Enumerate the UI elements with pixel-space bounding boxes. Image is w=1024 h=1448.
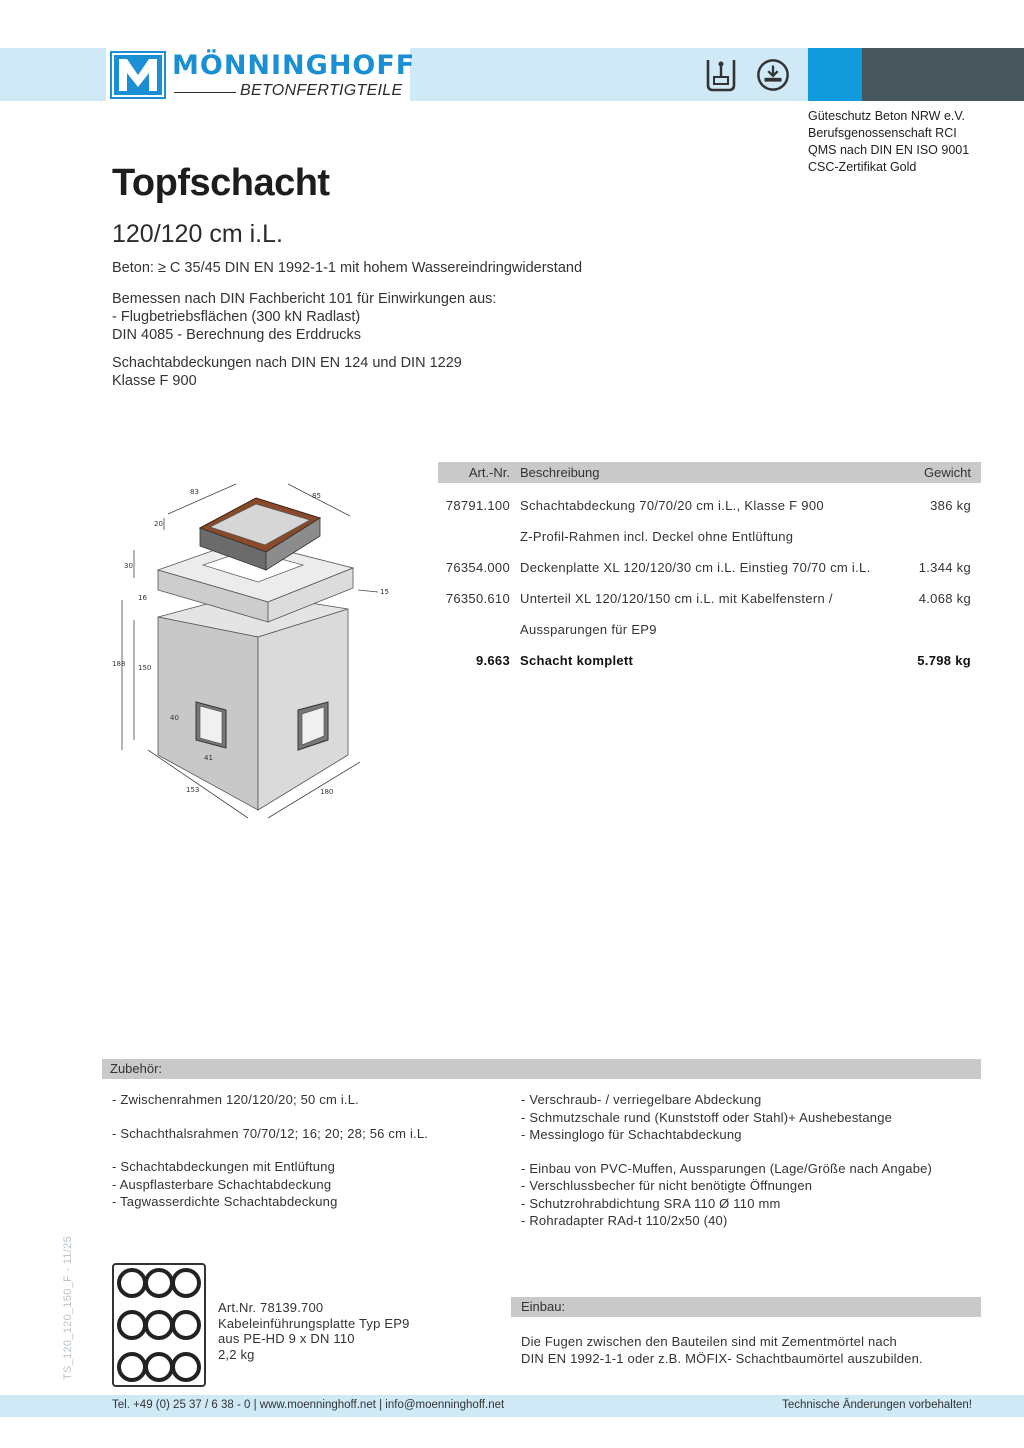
einbau-line: Die Fugen zwischen den Bauteilen sind mit Zementmörtel nach	[521, 1334, 897, 1349]
brand-logo-icon	[110, 51, 166, 99]
brand-subtitle: BETONFERTIGTEILE	[240, 82, 403, 99]
einbau-text	[521, 1333, 923, 1367]
einbau-header	[511, 1297, 981, 1317]
cell-art: 76354.000	[445, 560, 510, 575]
cell-desc: Schacht komplett	[520, 653, 634, 668]
gueteschutz-icon	[756, 57, 790, 93]
certification-item: Berufsgenossenschaft RCI	[808, 126, 957, 140]
abdeckung-line: Klasse F 900	[112, 373, 197, 389]
bemessen-line: Bemessen nach DIN Fachbericht 101 für Einwirkungen aus:	[112, 291, 497, 307]
plate-line: Art.Nr. 78139.700	[218, 1300, 324, 1315]
list-item: - Tagwasserdichte Schachtabdeckung	[112, 1194, 338, 1209]
page-title: Topfschacht	[112, 162, 330, 204]
dim-label: 30	[124, 562, 133, 570]
bemessen-line: - Flugbetriebsflächen (300 kN Radlast)	[112, 309, 361, 325]
table-total-row	[438, 653, 981, 673]
list-item: - Verschraub- / verriegelbare Abdeckung	[521, 1092, 762, 1107]
document-code: TS_120_120_150_F - 11/25	[62, 1236, 74, 1380]
table-row	[438, 498, 981, 518]
footer-note: Technische Änderungen vorbehalten!	[782, 1399, 972, 1411]
cell-weight: 5.798 kg	[917, 653, 971, 668]
table-row	[438, 591, 981, 611]
cell-weight: 386 kg	[930, 498, 971, 513]
dim-label: 20	[154, 520, 163, 528]
col-weight: Gewicht	[924, 465, 971, 480]
dim-label: 150	[138, 664, 152, 672]
dim-label: 85	[312, 492, 321, 500]
footer-band	[0, 1395, 1024, 1417]
shaft-drawing	[108, 470, 418, 830]
einbau-header-label: Einbau:	[521, 1299, 566, 1314]
plate-line: 2,2 kg	[218, 1346, 255, 1362]
table-row	[438, 560, 981, 580]
bemessen-block	[112, 290, 496, 344]
header-dark-block	[862, 48, 1024, 101]
list-item: - Schutzrohrabdichtung SRA 110 Ø 110 mm	[521, 1195, 781, 1211]
dim-label: 188	[112, 660, 126, 668]
col-art: Art.-Nr.	[468, 465, 510, 480]
table-row	[438, 529, 981, 549]
bg-rci-icon	[704, 57, 738, 93]
certification-item: CSC-Zertifikat Gold	[808, 160, 917, 174]
dim-label: 83	[190, 488, 199, 496]
dim-label: 41	[204, 754, 213, 762]
header-blue-block	[808, 48, 862, 101]
certification-list	[808, 108, 969, 176]
list-item: - Schachthalsrahmen 70/70/12; 16; 20; 28; 56 cm i.L.	[112, 1125, 429, 1141]
cell-desc: Schachtabdeckung 70/70/20 cm i.L., Klasse F 900	[520, 498, 824, 513]
zubehoer-header	[102, 1059, 981, 1079]
dim-label: 153	[186, 786, 200, 794]
footer-contact: Tel. +49 (0) 25 37 / 6 38 - 0 | www.moenninghoff.net | info@moenninghoff.net	[112, 1399, 505, 1411]
list-item: - Schmutzschale rund (Kunststoff oder Stahl)+ Aushebestange	[521, 1109, 893, 1125]
plate-line: Kabeleinführungsplatte Typ EP9	[218, 1315, 410, 1331]
zubehoer-left-list	[112, 1091, 428, 1211]
list-item: - Rohradapter RAd-t 110/2x50 (40)	[521, 1213, 728, 1228]
certification-item: Güteschutz Beton NRW e.V.	[808, 109, 966, 123]
einbau-line: DIN EN 1992-1-1 oder z.B. MÖFIX- Schachtbaumörtel auszubilden.	[521, 1351, 923, 1366]
cell-desc: Unterteil XL 120/120/150 cm i.L. mit Kabelfenstern /	[520, 591, 833, 606]
zubehoer-header-label: Zubehör:	[110, 1061, 163, 1076]
brand-rule	[174, 92, 236, 93]
ep9-plate-info	[218, 1300, 410, 1362]
table-row	[438, 622, 981, 642]
abdeckung-line: Schachtabdeckungen nach DIN EN 124 und DIN 1229	[112, 355, 462, 371]
list-item: - Einbau von PVC-Muffen, Aussparungen (Lage/Größe nach Angabe)	[521, 1160, 933, 1176]
list-item: - Zwischenrahmen 120/120/20; 50 cm i.L.	[112, 1092, 359, 1107]
dim-label: 16	[138, 594, 147, 602]
ep9-plate-drawing	[112, 1263, 206, 1387]
list-item: - Messinglogo für Schachtabdeckung	[521, 1127, 742, 1142]
cell-weight: 1.344 kg	[918, 560, 971, 575]
list-item: - Auspflasterbare Schachtabdeckung	[112, 1176, 332, 1192]
cell-art: 76350.610	[445, 591, 510, 606]
cell-art: 78791.100	[445, 498, 510, 513]
cell-desc: Aussparungen für EP9	[520, 622, 657, 637]
list-item: - Verschlussbecher für nicht benötigte Öffnungen	[521, 1178, 813, 1193]
list-item: - Schachtabdeckungen mit Entlüftung	[112, 1159, 336, 1174]
dim-label: 180	[320, 788, 334, 796]
plate-line: aus PE-HD 9 x DN 110	[218, 1331, 355, 1346]
dim-label: 15	[380, 588, 389, 596]
abdeckung-block	[112, 354, 462, 390]
col-desc: Beschreibung	[520, 465, 600, 480]
table-header	[438, 462, 981, 483]
cell-desc: Deckenplatte XL 120/120/30 cm i.L. Einstieg 70/70 cm i.L.	[520, 560, 871, 575]
zubehoer-right-list	[521, 1091, 932, 1230]
certification-item: QMS nach DIN EN ISO 9001	[808, 143, 970, 157]
cell-desc: Z-Profil-Rahmen incl. Deckel ohne Entlüftung	[520, 529, 794, 544]
beton-spec: Beton: ≥ C 35/45 DIN EN 1992-1-1 mit hohem Wassereindringwiderstand	[112, 260, 583, 276]
cell-weight: 4.068 kg	[918, 591, 971, 606]
cell-art: 9.663	[475, 653, 510, 668]
dim-label: 40	[170, 714, 179, 722]
cable-window-left-inner	[200, 706, 222, 744]
brand-name: MÖNNINGHOFF	[172, 50, 416, 81]
page-subtitle: 120/120 cm i.L.	[112, 220, 283, 248]
bemessen-line: DIN 4085 - Berechnung des Erddrucks	[112, 327, 362, 343]
